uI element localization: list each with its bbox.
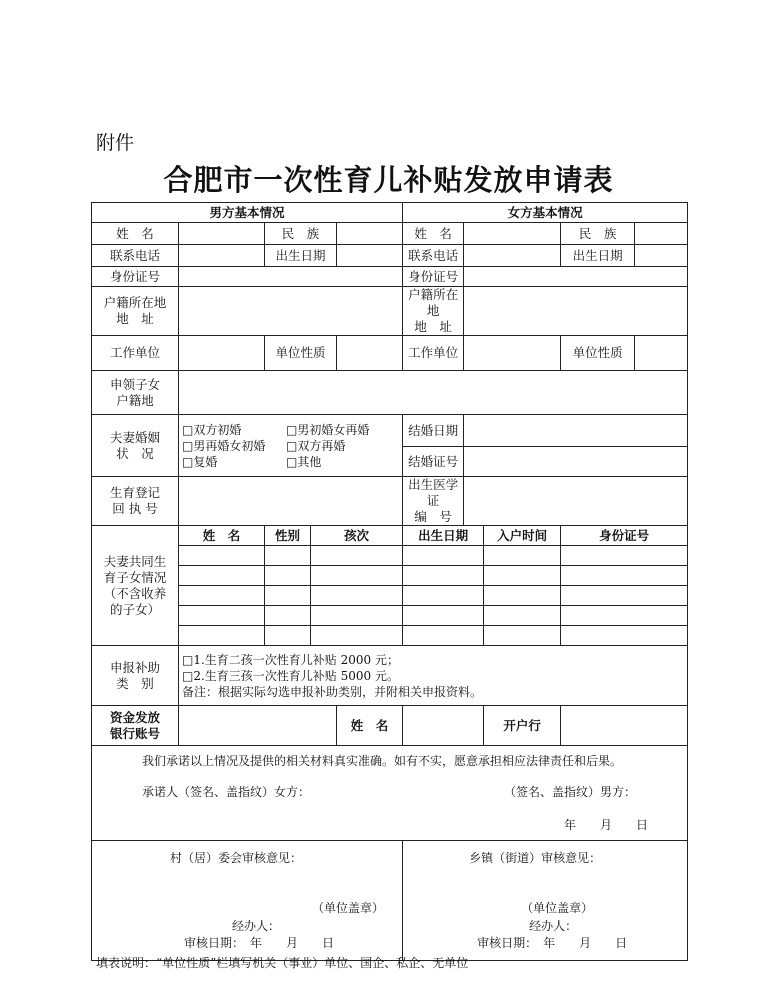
male-ethnicity-field[interactable] [337,223,403,245]
male-birth-date-label: 出生日期 [265,245,337,267]
female-birth-date-field[interactable] [635,245,688,267]
marriage-cert-label: 结婚证号 [403,447,464,477]
child-cell[interactable] [561,606,688,626]
town-review-title: 乡镇（街道）审核意见： [469,851,602,865]
marital-status-options [179,415,403,477]
subsidy-type-options [179,646,688,706]
child-cell[interactable] [265,546,311,566]
children-header-birth-date: 出生日期 [403,526,484,546]
male-name-field[interactable] [179,223,265,245]
child-cell[interactable] [265,566,311,586]
female-id-label: 身份证号 [403,267,464,287]
children-header-gender: 性别 [265,526,311,546]
female-birth-date-label: 出生日期 [561,245,635,267]
children-header-name: 姓 名 [179,526,265,546]
child-cell[interactable] [561,626,688,646]
female-hukou-label: 户籍所在地 地 址 [403,287,464,336]
promise-statement: 我们承诺以上情况及提供的相关材料真实准确。如有不实，愿意承担相应法律责任和后果。 [142,754,623,768]
village-review-section [92,841,403,961]
bank-branch-label: 开户行 [484,706,561,746]
child-cell[interactable] [484,586,561,606]
children-header-id: 身份证号 [561,526,688,546]
male-work-unit-label: 工作单位 [92,336,179,371]
bank-account-field[interactable] [179,706,337,746]
female-name-field[interactable] [464,223,561,245]
marriage-cert-field[interactable] [464,447,688,477]
table-row [92,586,688,606]
bank-branch-field[interactable] [561,706,688,746]
town-seal: （单位盖章） [521,901,594,915]
child-cell[interactable] [484,546,561,566]
male-hukou-label: 户籍所在地 地 址 [92,287,179,336]
female-phone-label: 联系电话 [403,245,464,267]
marital-status-label: 夫妻婚姻 状 况 [92,415,179,477]
child-cell[interactable] [311,566,403,586]
table-row [92,566,688,586]
child-cell[interactable] [484,566,561,586]
child-cell[interactable] [561,546,688,566]
attachment-label: 附件 [96,132,135,154]
children-header-order: 孩次 [311,526,403,546]
male-name-label: 姓 名 [92,223,179,245]
female-hukou-field[interactable] [464,287,688,336]
children-header-hukou-time: 入户时间 [484,526,561,546]
birth-cert-label: 出生医学证 编 号 [403,477,464,526]
child-cell[interactable] [561,586,688,606]
marital-option-remarry[interactable]: □复婚 [182,454,218,469]
female-id-field[interactable] [464,267,688,287]
marriage-date-field[interactable] [464,415,688,447]
birth-cert-field[interactable] [464,477,688,526]
male-id-label: 身份证号 [92,267,179,287]
male-work-unit-field[interactable] [179,336,265,371]
application-form [91,202,688,961]
female-unit-nature-field[interactable] [635,336,688,371]
child-cell[interactable] [484,606,561,626]
female-ethnicity-field[interactable] [635,223,688,245]
birth-registration-field[interactable] [179,477,403,526]
table-row [92,546,688,566]
marital-option-male-first-female-re[interactable]: □男初婚女再婚 [286,422,370,437]
child-cell[interactable] [403,606,484,626]
town-review-date: 审核日期： 年 月 日 [477,936,628,950]
subsidy-note: 备注：根据实际勾选申报补助类别，并附相关申报资料。 [182,684,483,699]
female-work-unit-field[interactable] [464,336,561,371]
marriage-date-label: 结婚日期 [403,415,464,447]
promise-section [92,746,688,841]
child-hukou-field[interactable] [179,371,688,415]
child-hukou-label: 申领子女 户籍地 [92,371,179,415]
subsidy-type-label: 申报补助 类 别 [92,646,179,706]
table-row [92,606,688,626]
bank-holder-field[interactable] [403,706,484,746]
child-cell[interactable] [311,586,403,606]
child-cell[interactable] [561,566,688,586]
child-cell[interactable] [403,586,484,606]
child-cell[interactable] [311,546,403,566]
village-review-title: 村（居）委会审核意见： [170,851,303,865]
village-handler: 经办人： [232,919,281,933]
child-cell[interactable] [179,626,265,646]
child-cell[interactable] [265,586,311,606]
subsidy-option-second-child[interactable]: □1.生育二孩一次性育儿补贴 2000 元； [182,652,399,667]
child-cell[interactable] [265,606,311,626]
child-cell[interactable] [179,566,265,586]
marital-option-both-first[interactable]: □双方初婚 [182,422,242,437]
male-hukou-field[interactable] [179,287,403,336]
child-cell[interactable] [179,586,265,606]
male-unit-nature-label: 单位性质 [265,336,337,371]
child-cell[interactable] [403,626,484,646]
female-section-header: 女方基本情况 [403,203,688,223]
subsidy-option-third-child[interactable]: □2.生育三孩一次性育儿补贴 5000 元。 [182,668,399,683]
male-birth-date-field[interactable] [337,245,403,267]
female-ethnicity-label: 民 族 [561,223,635,245]
promise-sign-female: 承诺人（签名、盖指纹）女方： [142,785,311,799]
bank-account-label: 资金发放 银行账号 [92,706,179,746]
male-phone-field[interactable] [179,245,265,267]
form-title: 合肥市一次性育儿补贴发放申请表 [163,163,614,197]
village-review-date: 审核日期： 年 月 日 [184,936,335,950]
child-cell[interactable] [484,626,561,646]
male-id-field[interactable] [179,267,403,287]
female-name-label: 姓 名 [403,223,464,245]
form-footnote: 填表说明：“单位性质”栏填写机关（事业）单位、国企、私企、无单位 [96,956,469,970]
marital-option-other[interactable]: □其他 [286,454,322,469]
birth-registration-label: 生育登记 回 执 号 [92,477,179,526]
promise-date: 年 月 日 [564,818,649,832]
child-cell[interactable] [311,626,403,646]
bank-holder-label: 姓 名 [337,706,403,746]
male-phone-label: 联系电话 [92,245,179,267]
promise-sign-male: （签名、盖指纹）男方： [504,785,637,799]
child-cell[interactable] [403,546,484,566]
female-phone-field[interactable] [464,245,561,267]
child-cell[interactable] [403,566,484,586]
town-handler: 经办人： [529,919,578,933]
child-cell[interactable] [311,606,403,626]
marital-option-male-re-female-first[interactable]: □男再婚女初婚 [182,438,266,453]
child-cell[interactable] [265,626,311,646]
female-unit-nature-label: 单位性质 [561,336,635,371]
male-ethnicity-label: 民 族 [265,223,337,245]
children-label: 夫妻共同生 育子女情况 （不含收养 的子女） [92,526,179,646]
male-section-header: 男方基本情况 [92,203,403,223]
male-unit-nature-field[interactable] [337,336,403,371]
child-cell[interactable] [179,546,265,566]
table-row [92,626,688,646]
child-cell[interactable] [179,606,265,626]
marital-option-both-re[interactable]: □双方再婚 [286,438,346,453]
village-seal: （单位盖章） [312,901,385,915]
female-work-unit-label: 工作单位 [403,336,464,371]
town-review-section [403,841,688,961]
